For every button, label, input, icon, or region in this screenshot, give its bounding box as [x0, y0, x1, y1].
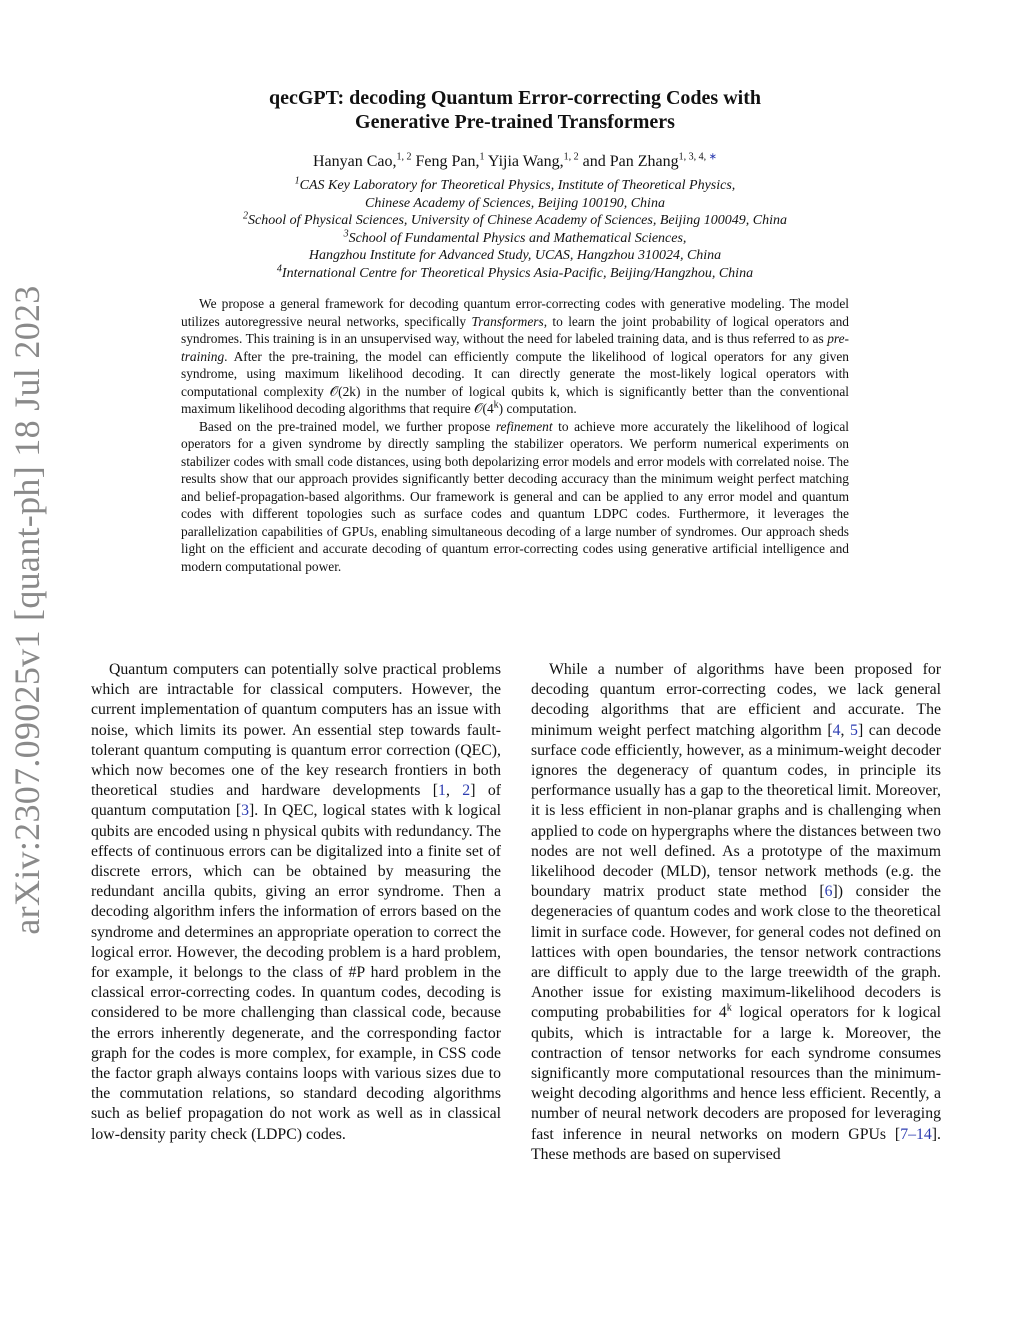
affiliations: [150, 177, 880, 283]
author-list: [180, 152, 850, 172]
affiliation-line: Hangzhou Institute for Advanced Study, UCAS, Hangzhou 310024, China: [308, 248, 722, 264]
arxiv-identifier-stamp: arXiv:2307.09025v1 [quant-ph] 18 Jul 2023: [7, 285, 47, 935]
title-line-1: qecGPT: decoding Quantum Error-correcting Codes with: [269, 87, 761, 109]
citation-link[interactable]: 3: [241, 802, 249, 820]
affiliation-line: $^2$School of Physical Sciences, University of Chinese Academy of Sciences, Beijing 100049, China: [243, 210, 787, 229]
citation-link[interactable]: 5: [850, 721, 858, 739]
affiliation-line: $^1$CAS Key Laboratory for Theoretical Physics, Institute of Theoretical Physics,: [294, 175, 736, 193]
citation-link[interactable]: 7–14: [900, 1125, 932, 1143]
author-affiliation-mark: 1, 3, 4, ∗: [678, 151, 718, 163]
body-left-column: [91, 660, 501, 1145]
paper-title: [180, 86, 850, 134]
author-name: Yijia Wang,: [487, 153, 564, 170]
author-name: Feng Pan,: [415, 153, 480, 170]
citation-link[interactable]: 1: [438, 782, 446, 800]
affiliation-line: $^3$School of Fundamental Physics and Mathematical Sciences,: [343, 228, 687, 246]
author-affiliation-mark: 1: [479, 151, 485, 163]
citation-link[interactable]: 6: [824, 883, 833, 901]
author-name: and Pan Zhang: [582, 153, 679, 170]
abstract: [181, 295, 849, 575]
related-work-paragraph: While a number of algorithms have been proposed for decoding quantum error-correcting codes, we lack general decoding algorithms that are efficient and accurate. The minimum weight perfect matching algorithm [4, 5] can decode surface code efficiently, however, as a minimum-weight decoder ignores the degeneracy of quantum codes, in principle its performance usually has a gap to the theoretical limit. Moreover, it is less efficient in non-planar graphs and is challenging when applied to code on hypergraphs where the distances between two nodes are not well defined. As a prototype of the maximum likelihood decoder (MLD), tensor network methods (e.g. the boundary matrix product state method [6]) consider the degeneracies of quantum codes and work close to the theoretical limit in surface code. However, for general codes not defined on lattices with open boundaries, the tensor network contractions are difficult to apply due to the large treewidth of the graph. Another issue for existing maximum-likelihood decoders is computing probabilities for 4$^k$ logical operators for k logical qubits, which is intractable for a large k. Moreover, the contraction of tensor networks for each syndrome consumes significantly more computational resources than the minimum-weight decoding algorithms and hence less efficient. Recently, a number of neural network decoders are proposed for leveraging fast inference in neural networks on modern GPUs [7–14]. These methods are based on supervised: [531, 661, 942, 1163]
author-name: Hanyan Cao,: [312, 153, 397, 170]
affiliation-line: $^4$International Centre for Theoretical Physics Asia-Pacific, Beijing/Hangzhou, China: [276, 263, 754, 281]
body-right-column: [531, 660, 941, 1165]
title-line-2: Generative Pre-trained Transformers: [355, 111, 675, 133]
intro-paragraph: Quantum computers can potentially solve practical problems which are intractable for classical computers. However, the current implementation of quantum computers has an issue with noise, which limits its power. An essential step towards fault-tolerant quantum computing is quantum error correction (QEC), which now becomes one of the key research frontiers in both theoretical studies and hardware developments [1, 2] of quantum computation [3]. In QEC, logical states with k logical qubits are encoded using n physical qubits with redundancy. The effects of continuous errors can be digitalized into a finite set of discrete errors, which can be obtained by measuring the redundant ancilla qubits, giving an error syndrome. Then a decoding algorithm infers the information of errors based on the syndrome and determines an appropriate operation to correct the logical error. However, the decoding problem is a hard problem, for example, it belongs to the class of #P hard problem in the classical error-correcting codes. In quantum codes, decoding is considered to be more challenging than classical code, because the errors inherently degenerate, and the corresponding factor graph for the codes is more complex, for example, in CSS code the factor graph always contains loops with various sizes due to the commutation relations, so standard decoding algorithms such as belief propagation do not work as well as in classical low-density parity check (LDPC) codes.: [91, 661, 501, 1143]
corresponding-author-link[interactable]: ∗: [708, 151, 718, 163]
affiliation-line: Chinese Academy of Sciences, Beijing 100190, China: [365, 195, 665, 211]
author-affiliation-mark: 1, 2: [396, 151, 412, 163]
abstract-paragraph-2: Based on the pre-trained model, we further propose refinement to achieve more accurately the likelihood of logical operators for a given syndrome by directly sampling the stabilizer operators. We perform numerical experiments on stabilizer codes with small code distances, using both depolarizing error models and error models with correlated noise. The results show that our approach provides significantly better decoding accuracy than the minimum weight perfect matching and belief-propagation-based algorithms. Our framework is general and can be applied to any error model and quantum codes with different topologies such as surface codes and quantum LDPC codes. Furthermore, it leverages the parallelization capabilities of GPUs, enabling simultaneous decoding of a large number of syndromes. Our approach sheds light on the efficient and accurate decoding of quantum error-correcting codes using generative artificial intelligence and modern computational power.: [181, 418, 850, 574]
author-affiliation-mark: 1, 2: [563, 151, 579, 163]
citation-link[interactable]: 2: [462, 782, 471, 800]
abstract-paragraph-1: We propose a general framework for decoding quantum error-correcting codes with generative modeling. The model utilizes autoregressive neural networks, specifically Transformers, to learn the joint probability of logical operators and syndromes. This training is in an unsupervised way, without the need for labeled training data, and is thus referred to as pre-training. After the pre-training, the model can efficiently compute the likelihood of logical operators for any given syndrome, using maximum likelihood decoding. It can directly generate the most-likely logical operators with computational complexity 𝒪(2k) in the number of logical qubits k, which is significantly better than the conventional maximum likelihood decoding algorithms that require 𝒪(4$^k$) computation.: [181, 296, 849, 416]
citation-link[interactable]: 4: [832, 721, 841, 739]
